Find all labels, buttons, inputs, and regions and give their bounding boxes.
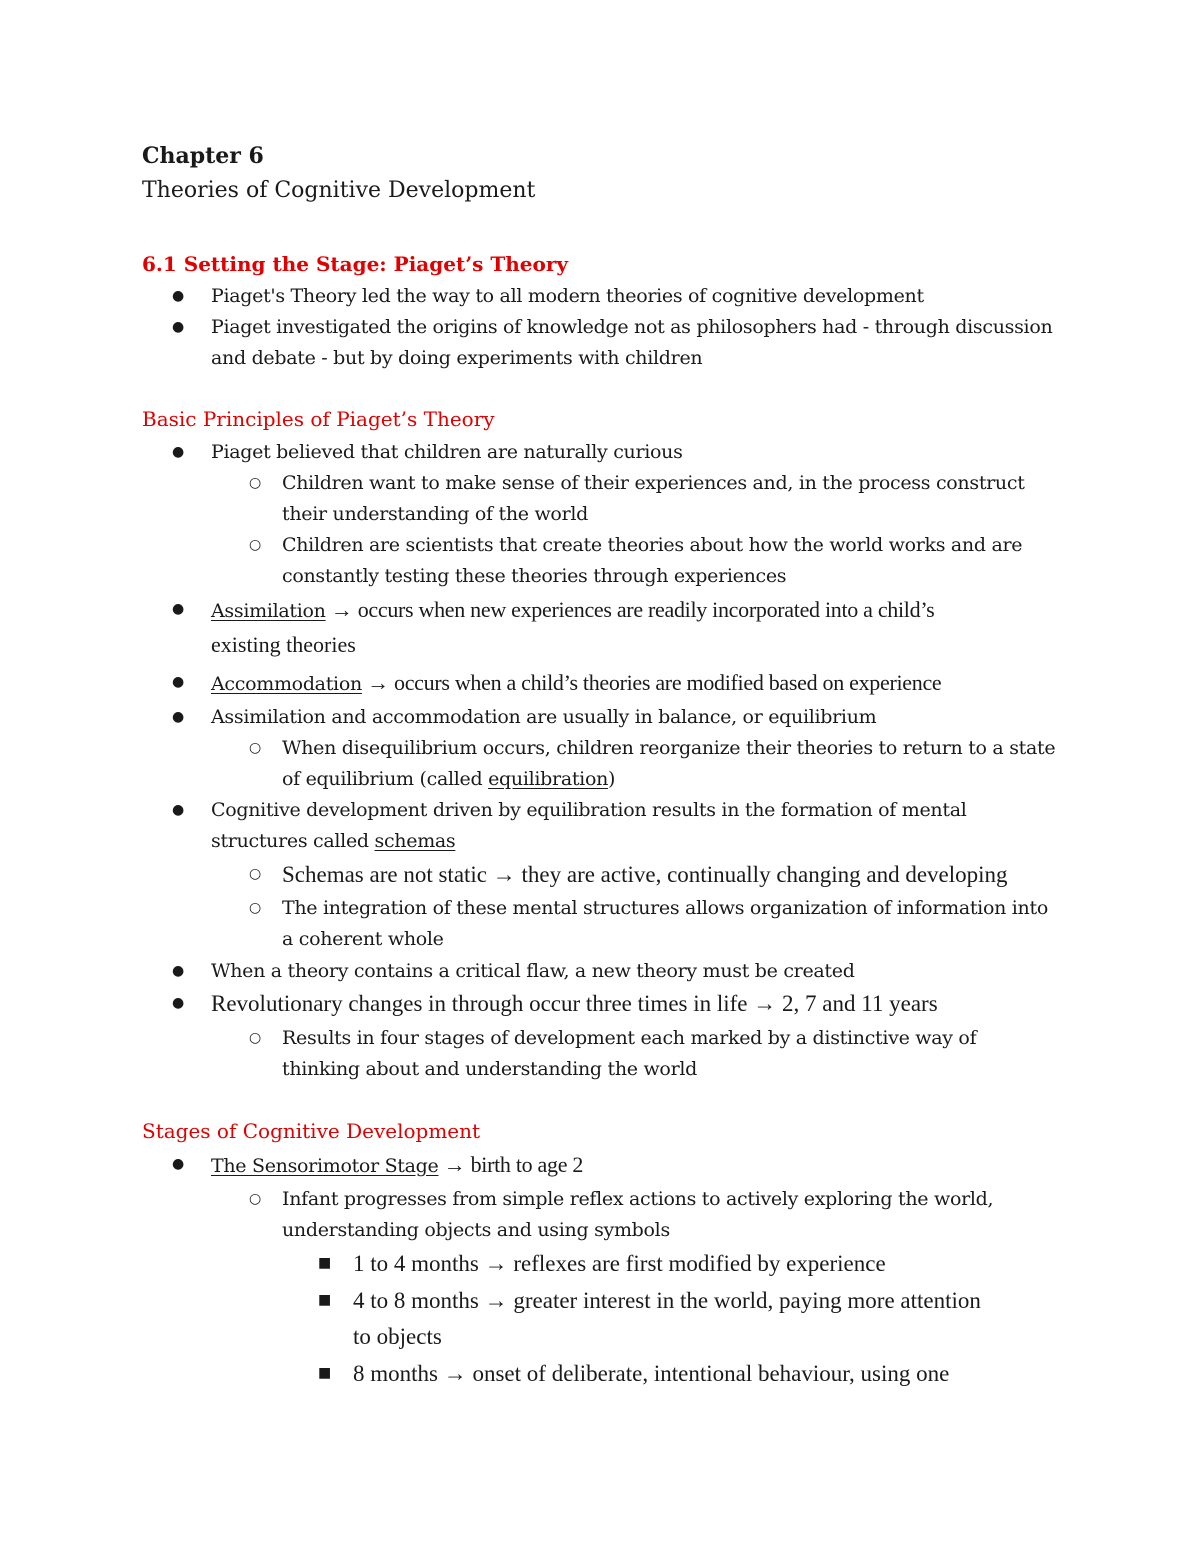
bullet-icon: ● <box>172 995 185 1011</box>
definition-text: → birth to age 2 <box>438 1152 584 1177</box>
sub-list-item: Results in four stages of development each marked by a distinctive way of <box>282 1027 977 1049</box>
sub-list-item-continuation: a coherent whole <box>282 928 444 950</box>
bullet-icon: ● <box>172 963 185 979</box>
definition-text: → occurs when a child’s theories are modified based on experience <box>361 670 942 695</box>
sub-list-item: When disequilibrium occurs, children reorganize their theories to return to a state <box>282 737 1056 759</box>
sub-list-item-continuation: constantly testing these theories through experiences <box>282 565 787 587</box>
bullet-icon: ● <box>172 709 185 725</box>
bullet-icon: ● <box>172 288 185 304</box>
bullet-icon: ● <box>172 674 185 690</box>
bullet-icon: ● <box>172 1156 185 1172</box>
list-item-accommodation <box>211 667 941 700</box>
circle-bullet-icon: ○ <box>249 1030 262 1046</box>
definition-text: → occurs when new experiences are readily incorporated into a child’s <box>325 597 935 622</box>
list-item: Piaget believed that children are naturally curious <box>211 441 683 463</box>
square-bullet-icon: ■ <box>318 1292 332 1308</box>
sub-list-item-continuation: their understanding of the world <box>282 503 588 525</box>
term-sensorimotor-stage: The Sensorimotor Stage <box>211 1155 439 1177</box>
circle-bullet-icon: ○ <box>249 740 262 756</box>
sub-list-item-continuation <box>282 764 615 795</box>
list-item-continuation <box>211 826 455 857</box>
circle-bullet-icon: ○ <box>249 866 262 882</box>
list-item-continuation: existing theories <box>211 632 356 657</box>
list-item: Piaget investigated the origins of knowledge not as philosophers had - through discussion <box>211 316 1053 338</box>
square-bullet-icon: ■ <box>318 1365 332 1381</box>
circle-bullet-icon: ○ <box>249 1191 262 1207</box>
section-heading-basic-principles: Basic Principles of Piaget’s Theory <box>142 407 495 431</box>
sub-sub-list-item-continuation: to objects <box>353 1324 442 1349</box>
sub-list-item: Infant progresses from simple reflex actions to actively exploring the world, <box>282 1188 994 1210</box>
sub-list-item: Children want to make sense of their experiences and, in the process construct <box>282 472 1025 494</box>
list-item: Cognitive development driven by equilibration results in the formation of mental <box>211 799 967 821</box>
sub-sub-list-item: 4 to 8 months → greater interest in the world, paying more attention <box>353 1288 981 1313</box>
list-item: Piaget's Theory led the way to all modern theories of cognitive development <box>211 285 924 307</box>
term-assimilation: Assimilation <box>211 600 326 622</box>
bullet-icon: ● <box>172 601 185 617</box>
sub-sub-list-item: 8 months → onset of deliberate, intentional behaviour, using one <box>353 1361 950 1386</box>
text-run: of equilibrium (called <box>282 768 489 790</box>
list-item: Revolutionary changes in through occur three times in life → 2, 7 and 11 years <box>211 991 938 1016</box>
text-run: ) <box>608 768 616 790</box>
list-item-continuation: and debate - but by doing experiments with children <box>211 347 703 369</box>
circle-bullet-icon: ○ <box>249 475 262 491</box>
square-bullet-icon: ■ <box>318 1255 332 1271</box>
bullet-icon: ● <box>172 319 185 335</box>
sub-list-item-continuation: understanding objects and using symbols <box>282 1219 670 1241</box>
term-schemas: schemas <box>374 830 456 852</box>
sub-list-item: Children are scientists that create theories about how the world works and are <box>282 534 1023 556</box>
sub-list-item: Schemas are not static → they are active, continually changing and developing <box>282 862 1008 887</box>
list-item-assimilation <box>211 594 934 627</box>
sub-list-item: The integration of these mental structures allows organization of information into <box>282 897 1048 919</box>
text-run: structures called <box>211 830 375 852</box>
section-heading-setting-stage: 6.1 Setting the Stage: Piaget’s Theory <box>142 252 569 276</box>
circle-bullet-icon: ○ <box>249 537 262 553</box>
list-item: When a theory contains a critical flaw, a new theory must be created <box>211 960 855 982</box>
circle-bullet-icon: ○ <box>249 900 262 916</box>
sub-list-item-continuation: thinking about and understanding the world <box>282 1058 697 1080</box>
bullet-icon: ● <box>172 802 185 818</box>
chapter-subtitle: Theories of Cognitive Development <box>142 178 536 203</box>
sub-sub-list-item: 1 to 4 months → reflexes are first modified by experience <box>353 1251 886 1276</box>
section-heading-stages: Stages of Cognitive Development <box>142 1119 481 1143</box>
bullet-icon: ● <box>172 444 185 460</box>
list-item-sensorimotor <box>211 1149 583 1182</box>
list-item: Assimilation and accommodation are usually in balance, or equilibrium <box>211 706 877 728</box>
term-accommodation: Accommodation <box>211 673 362 695</box>
term-equilibration: equilibration <box>488 768 609 790</box>
chapter-title: Chapter 6 <box>142 143 264 169</box>
